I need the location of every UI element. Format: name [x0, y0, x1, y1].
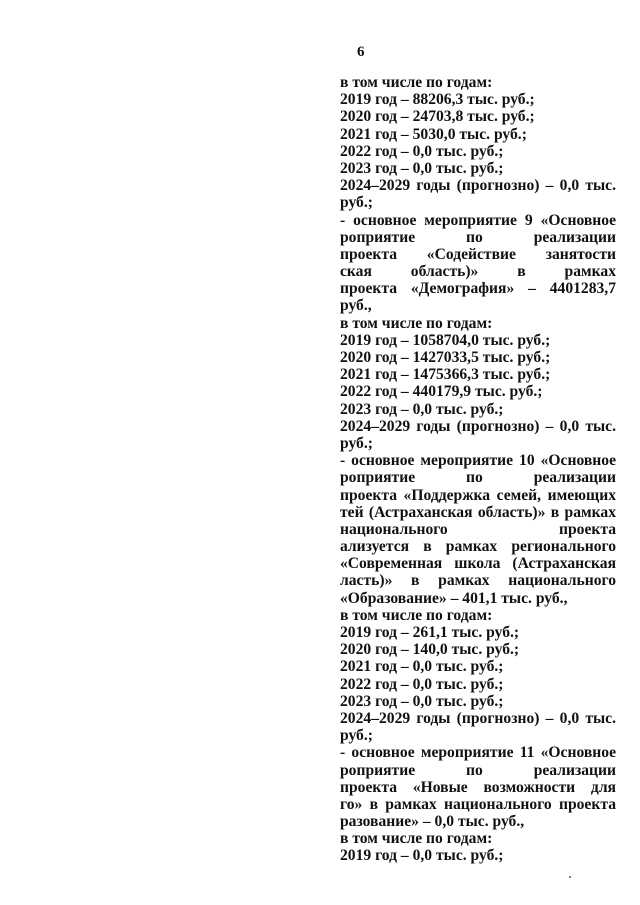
text-line: 2020 год – 1427033,5 тыс. руб.; — [340, 349, 551, 366]
text-line: в том числе по годам: — [340, 314, 493, 332]
text-line: руб., — [340, 297, 372, 315]
text-line: 2024–2029 годы (прогнозно) – 0,0 тыс. — [340, 417, 616, 435]
text-line: 2023 год – 0,0 тыс. руб.; — [340, 400, 504, 418]
scan-artifact-dot — [569, 876, 571, 878]
text-line: 2020 год – 140,0 тыс. руб.; — [340, 641, 520, 659]
text-line: в том числе по годам: — [340, 830, 493, 848]
text-line: - основное мероприятие 9 «Основное — [340, 211, 616, 229]
text-line: руб.; — [340, 434, 373, 452]
text-line: 2024–2029 годы (прогнозно) – 0,0 тыс. — [340, 709, 616, 727]
text-line: ализуется в рамках регионального — [340, 538, 616, 556]
text-line: проекта «Содействие занятости — [340, 245, 616, 263]
text-line: - основное мероприятие 11 «Основное — [340, 744, 616, 762]
page-number: 6 — [357, 44, 365, 60]
text-line: 2022 год – 440179,9 тыс. руб.; — [340, 383, 543, 401]
text-line: проекта «Поддержка семей, имеющих — [340, 486, 616, 504]
text-line: 2019 год – 1058704,0 тыс. руб.; — [340, 331, 551, 349]
text-line: 2020 год – 24703,8 тыс. руб.; — [340, 108, 535, 126]
text-line: проекта «Новые возможности для — [340, 778, 616, 796]
text-line: 2022 год – 0,0 тыс. руб.; — [340, 142, 504, 160]
text-line: в том числе по годам: — [340, 606, 493, 624]
text-line: го» в рамках национального проекта — [340, 795, 616, 813]
text-line: 2024–2029 годы (прогнозно) – 0,0 тыс. — [340, 177, 616, 195]
text-line: - основное мероприятие 10 «Основное — [340, 452, 616, 470]
text-line: проекта «Демография» – 4401283,7 — [340, 280, 616, 298]
text-line: «Современная школа (Астраханская — [340, 555, 616, 573]
text-line: 2019 год – 0,0 тыс. руб.; — [340, 847, 504, 865]
text-line: 2023 год – 0,0 тыс. руб.; — [340, 692, 504, 710]
text-line: 2021 год – 1475366,3 тыс. руб.; — [340, 366, 551, 384]
text-line: 2019 год – 88206,3 тыс. руб.; — [340, 91, 535, 109]
text-line: разование» – 0,0 тыс. руб., — [340, 813, 525, 831]
text-line: роприятие по реализации — [340, 469, 616, 487]
text-line: роприятие по реализации — [340, 228, 616, 246]
document-text-column — [340, 74, 616, 865]
text-line: руб.; — [340, 727, 373, 745]
text-line: роприятие по реализации — [340, 761, 616, 779]
text-line: 2023 год – 0,0 тыс. руб.; — [340, 159, 504, 177]
text-line: «Образование» – 401,1 тыс. руб., — [340, 589, 568, 607]
text-line: 2021 год – 5030,0 тыс. руб.; — [340, 125, 527, 143]
text-line: 2022 год – 0,0 тыс. руб.; — [340, 675, 504, 693]
text-line: руб.; — [340, 194, 373, 212]
text-line: 2019 год – 261,1 тыс. руб.; — [340, 624, 520, 641]
text-line: 2021 год – 0,0 тыс. руб.; — [340, 658, 504, 676]
text-line: ская область)» в рамках — [340, 263, 616, 281]
text-line: в том числе по годам: — [340, 74, 493, 91]
text-line: ласть)» в рамках национального — [340, 572, 616, 590]
text-line: тей (Астраханская область)» в рамках — [340, 503, 616, 521]
text-line: национального проекта — [340, 520, 616, 538]
